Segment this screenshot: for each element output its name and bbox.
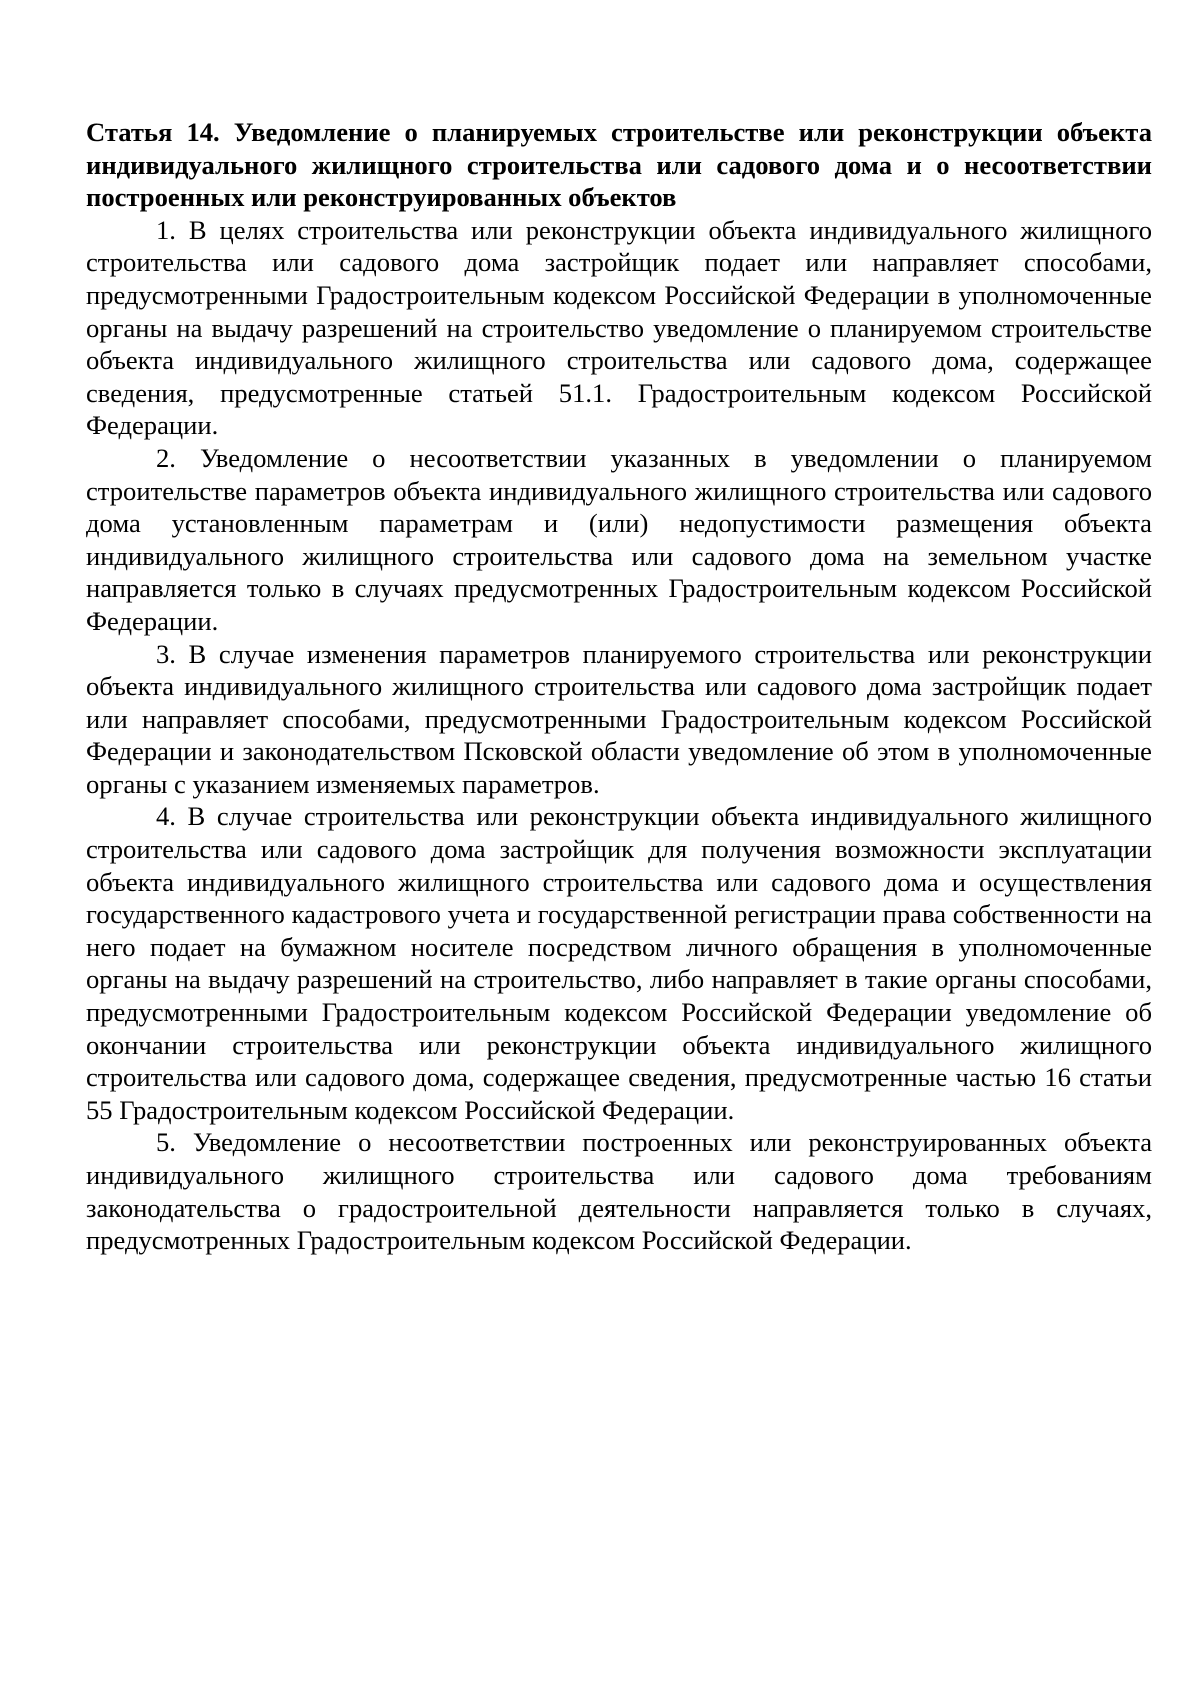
paragraph-5: 5. Уведомление о несоответствии построенных или реконструированных объекта индивидуального жилищного строительства или садового дома требованиям законодательства о градостроительной деятельности направляется только в случаях, предусмотренных Градостроительным кодексом Российской Федерации. — [86, 1127, 1152, 1256]
paragraph-4: 4. В случае строительства или реконструкции объекта индивидуального жилищного строительства или садового дома застройщик для получения возможности эксплуатации объекта индивидуального жилищного строительства или садового дома и осуществления государственного кадастрового учета и государственной регистрации права собственности на него подает на бумажном носителе посредством личного обращения в уполномоченные органы на выдачу разрешений на строительство, либо направляет в такие органы способами, предусмотренными Градостроительным кодексом Российской Федерации уведомление об окончании строительства или реконструкции объекта индивидуального жилищного строительства или садового дома, содержащее сведения, предусмотренные частью 16 статьи 55 Градостроительным кодексом Российской Федерации. — [86, 801, 1152, 1125]
paragraph-1: 1. В целях строительства или реконструкции объекта индивидуального жилищного строительства или садового дома застройщик подает или направляет способами, предусмотренными Градостроительным кодексом Российской Федерации в уполномоченные органы на выдачу разрешений на строительство уведомление о планируемом строительстве объекта индивидуального жилищного строительства или садового дома, содержащее сведения, предусмотренные статьей 51.1. Градостроительным кодексом Российской Федерации. — [86, 214, 1152, 441]
document-body — [86, 116, 1152, 1257]
article-title: Статья 14. Уведомление о планируемых строительстве или реконструкции объекта индивидуального жилищного строительства или садового дома и о несоответствии построенных или реконструированных объектов — [86, 117, 1152, 213]
paragraph-3: 3. В случае изменения параметров планируемого строительства или реконструкции объекта индивидуального жилищного строительства или садового дома застройщик подает или направляет способами, предусмотренными Градостроительным кодексом Российской Федерации и законодательством Псковской области уведомление об этом в уполномоченные органы с указанием изменяемых параметров. — [86, 638, 1152, 799]
paragraph-2: 2. Уведомление о несоответствии указанных в уведомлении о планируемом строительстве параметров объекта индивидуального жилищного строительства или садового дома установленным параметрам и (или) недопустимости размещения объекта индивидуального жилищного строительства или садового дома на земельном участке направляется только в случаях предусмотренных Градостроительным кодексом Российской Федерации. — [86, 442, 1152, 636]
